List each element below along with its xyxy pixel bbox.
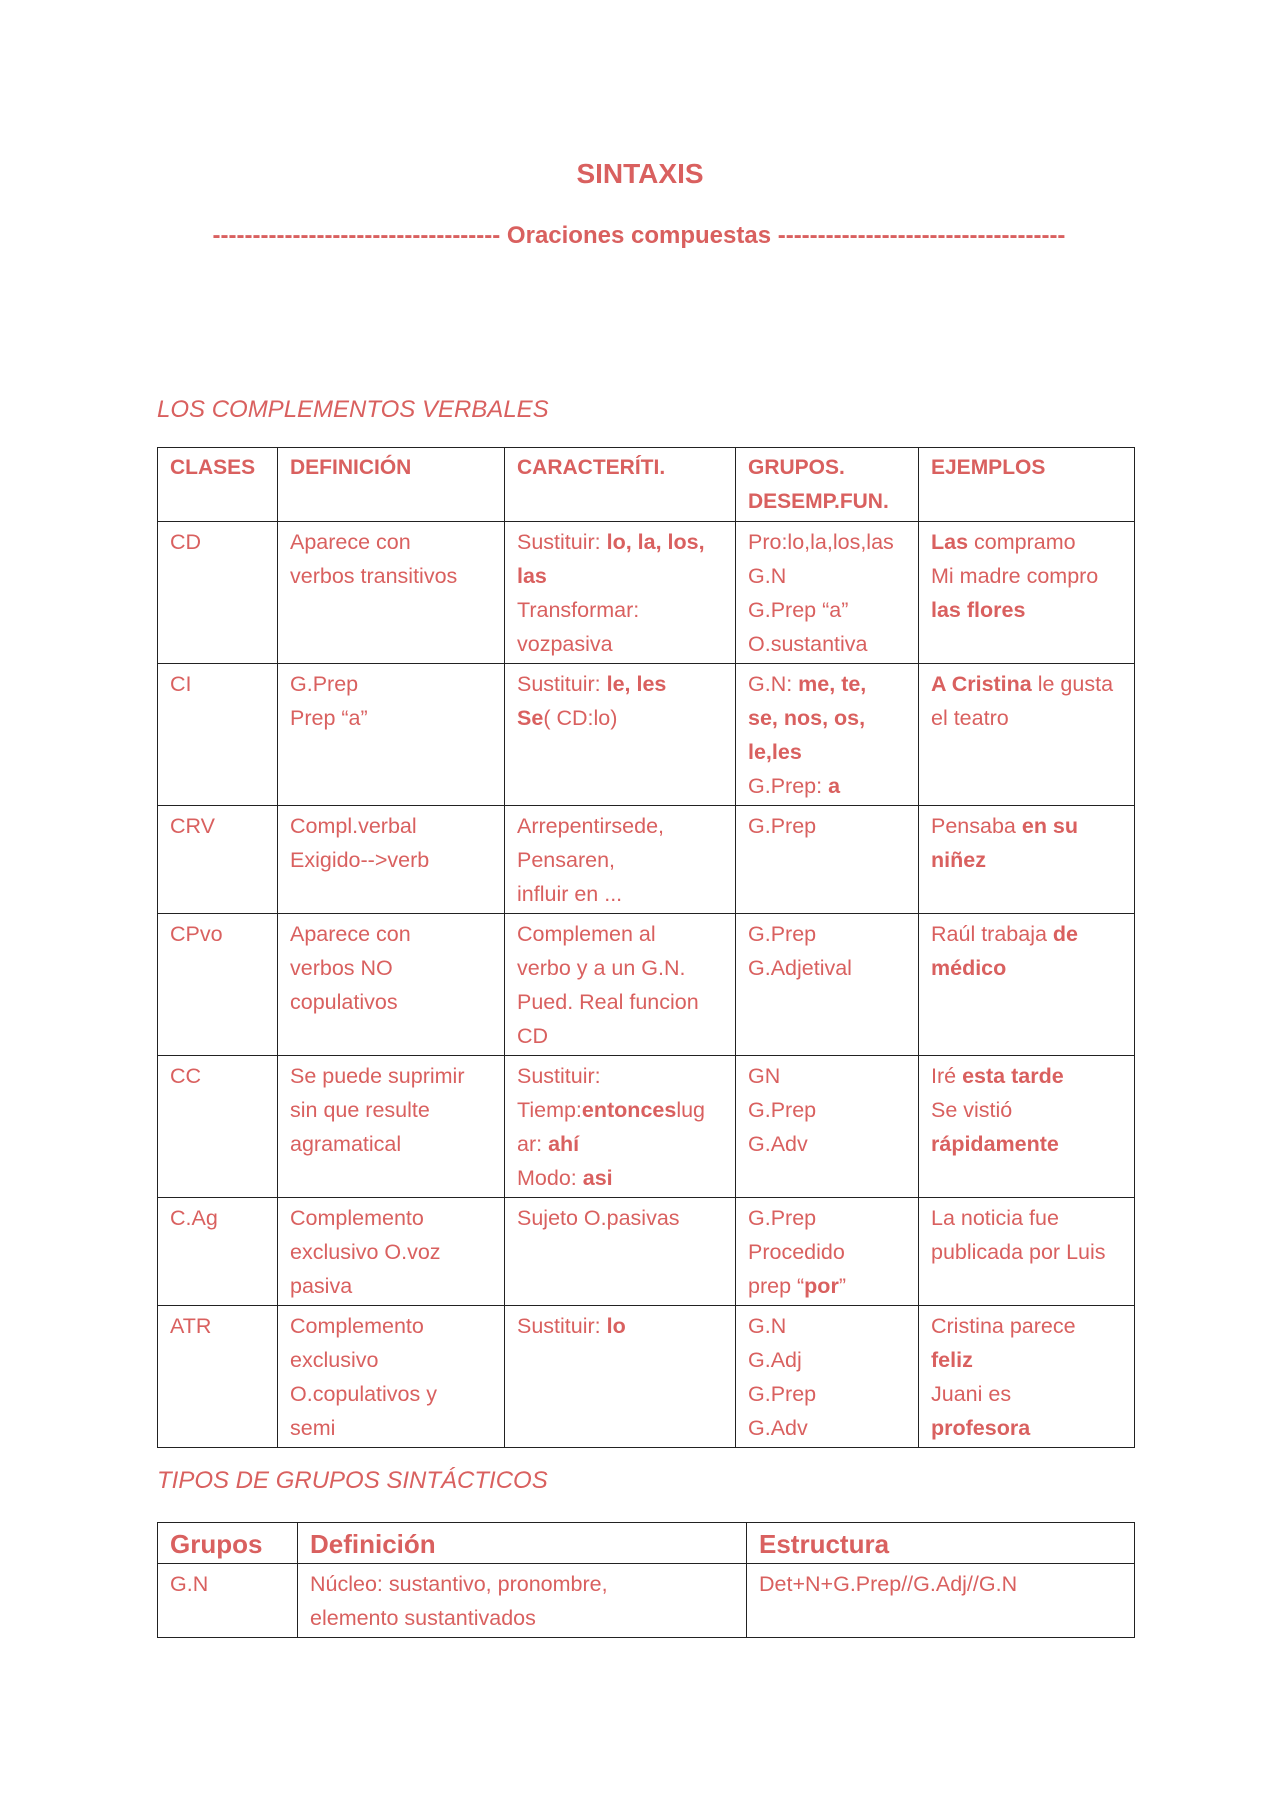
text: G.N:	[748, 672, 799, 696]
grupos-line	[748, 735, 906, 769]
text: G.Adj	[748, 1348, 802, 1372]
grupos-cell	[736, 1056, 919, 1198]
text: Pensaba	[931, 814, 1022, 838]
header-grupos: Grupos	[158, 1523, 298, 1564]
ejemplos-cell	[919, 664, 1135, 806]
ejemplos-cell	[919, 1056, 1135, 1198]
bold-text: asi	[582, 1166, 613, 1190]
caracteristicas-line	[517, 1309, 723, 1343]
section-heading-grupos: TIPOS DE GRUPOS SINTÁCTICOS	[157, 1467, 548, 1494]
caracteristicas-cell	[505, 806, 736, 914]
text: La noticia fue	[931, 1206, 1059, 1230]
caracteristicas-line	[517, 525, 723, 559]
text: vozpasiva	[517, 632, 613, 656]
grupos-line	[748, 701, 906, 735]
bold-text: esta tarde	[962, 1064, 1064, 1088]
table-row	[158, 1198, 1135, 1306]
bold-text: lo, la, los,	[606, 530, 705, 554]
definicion-cell	[278, 664, 505, 806]
estructura-cell: Det+N+G.Prep//G.Adj//G.N	[747, 1564, 1135, 1638]
definicion-line: Complemento	[290, 1206, 424, 1230]
caracteristicas-line	[517, 1059, 723, 1093]
bold-text: las	[517, 564, 547, 588]
section-heading-complementos: LOS COMPLEMENTOS VERBALES	[157, 396, 549, 423]
ejemplos-line	[931, 593, 1122, 627]
clase-cell: CD	[158, 522, 278, 664]
grupos-line	[748, 1377, 906, 1411]
definicion-line: O.copulativos y	[290, 1382, 437, 1406]
header-definicion: Definición	[298, 1523, 747, 1564]
complementos-table-body	[158, 522, 1135, 1448]
caracteristicas-line	[517, 1019, 723, 1053]
ejemplos-line	[931, 1309, 1122, 1343]
bold-text: rápidamente	[931, 1132, 1059, 1156]
caracteristicas-line	[517, 951, 723, 985]
caracteristicas-line	[517, 917, 723, 951]
caracteristicas-line	[517, 877, 723, 911]
bold-text: profesora	[931, 1416, 1031, 1440]
text: Transformar:	[517, 598, 640, 622]
text: O.sustantiva	[748, 632, 868, 656]
grupos-line	[748, 1235, 906, 1269]
text: Pensaren,	[517, 848, 616, 872]
text: influir en ...	[517, 882, 623, 906]
grupos-cell	[736, 522, 919, 664]
caracteristicas-line	[517, 809, 723, 843]
ejemplos-cell	[919, 522, 1135, 664]
text: Tiemp:	[517, 1098, 582, 1122]
grupos-line	[748, 769, 906, 803]
text: G.Prep	[748, 1098, 817, 1122]
text: ”	[838, 1274, 846, 1298]
grupos-line	[748, 809, 906, 843]
grupos-cell	[736, 664, 919, 806]
table-row	[158, 806, 1135, 914]
grupos-cell	[736, 806, 919, 914]
ejemplos-line	[931, 701, 1122, 735]
definicion-line: agramatical	[290, 1132, 402, 1156]
header-clases: CLASES	[158, 448, 278, 522]
text: G.Prep:	[748, 774, 829, 798]
bold-text: de	[1052, 922, 1078, 946]
grupos-line	[748, 627, 906, 661]
bold-text: ahí	[548, 1132, 580, 1156]
caracteristicas-cell	[505, 1306, 736, 1448]
text: Modo:	[517, 1166, 583, 1190]
caracteristicas-line	[517, 1127, 723, 1161]
caracteristicas-line	[517, 701, 723, 735]
text: Cristina parece	[931, 1314, 1076, 1338]
text: Arrepentirsede,	[517, 814, 664, 838]
text: G.N	[748, 564, 787, 588]
grupos-line	[748, 1059, 906, 1093]
grupos-table-body	[158, 1564, 1135, 1638]
table-row	[158, 1056, 1135, 1198]
caracteristicas-cell	[505, 1198, 736, 1306]
ejemplos-line	[931, 667, 1122, 701]
header-grupos: GRUPOS. DESEMP.FUN.	[736, 448, 919, 522]
table-row	[158, 664, 1135, 806]
text: Complemen al	[517, 922, 656, 946]
grupos-line	[748, 593, 906, 627]
text: Sustituir:	[517, 1064, 601, 1088]
bold-text: las flores	[931, 598, 1026, 622]
grupos-line	[748, 1093, 906, 1127]
bold-text: lo	[606, 1314, 626, 1338]
ejemplos-line	[931, 525, 1122, 559]
clase-cell: CPvo	[158, 914, 278, 1056]
caracteristicas-cell	[505, 664, 736, 806]
ejemplos-line	[931, 1059, 1122, 1093]
bold-text: A Cristina	[931, 672, 1032, 696]
definicion-cell	[298, 1564, 747, 1638]
text: G.Prep	[748, 922, 817, 946]
table-header-row	[158, 1523, 1135, 1564]
text: G.Adv	[748, 1132, 808, 1156]
ejemplos-line	[931, 559, 1122, 593]
definicion-line: exclusivo	[290, 1348, 379, 1372]
grupos-line	[748, 525, 906, 559]
text: Raúl trabaja	[931, 922, 1053, 946]
ejemplos-line	[931, 1235, 1122, 1269]
definicion-line: exclusivo O.voz	[290, 1240, 441, 1264]
caracteristicas-line	[517, 1161, 723, 1195]
caracteristicas-line	[517, 559, 723, 593]
definicion-cell	[278, 522, 505, 664]
definicion-line: Núcleo: sustantivo, pronombre,	[310, 1572, 608, 1596]
text: verbo y a un G.N.	[517, 956, 686, 980]
bold-text: en su	[1021, 814, 1079, 838]
text: G.Prep	[748, 1382, 817, 1406]
definicion-line: Se puede suprimir	[290, 1064, 465, 1088]
clase-cell: C.Ag	[158, 1198, 278, 1306]
grupo-cell: G.N	[158, 1564, 298, 1638]
text: el teatro	[931, 706, 1009, 730]
caracteristicas-line	[517, 985, 723, 1019]
grupos-line	[748, 951, 906, 985]
grupos-cell	[736, 914, 919, 1056]
definicion-line: Compl.verbal	[290, 814, 417, 838]
definicion-cell	[278, 1306, 505, 1448]
table-row	[158, 1564, 1135, 1638]
ejemplos-line	[931, 1377, 1122, 1411]
text: Sustituir:	[517, 1314, 607, 1338]
bold-text: entonces	[581, 1098, 677, 1122]
text: Sustituir:	[517, 530, 607, 554]
text: ( CD:lo)	[543, 706, 618, 730]
table-row	[158, 1306, 1135, 1448]
text: le gusta	[1031, 672, 1114, 696]
header-estructura: Estructura	[747, 1523, 1135, 1564]
clase-cell: CC	[158, 1056, 278, 1198]
table-row	[158, 914, 1135, 1056]
definicion-cell	[278, 914, 505, 1056]
ejemplos-line	[931, 951, 1122, 985]
grupos-line	[748, 559, 906, 593]
ejemplos-cell	[919, 806, 1135, 914]
caracteristicas-cell	[505, 1056, 736, 1198]
caracteristicas-line	[517, 1093, 723, 1127]
bold-text: me, te,	[798, 672, 867, 696]
definicion-line: copulativos	[290, 990, 398, 1014]
bold-text: feliz	[931, 1348, 973, 1372]
table-row	[158, 522, 1135, 664]
clase-cell: ATR	[158, 1306, 278, 1448]
definicion-line: sin que resulte	[290, 1098, 430, 1122]
ejemplos-cell	[919, 1306, 1135, 1448]
definicion-line: semi	[290, 1416, 336, 1440]
grupos-line	[748, 1343, 906, 1377]
bold-text: médico	[931, 956, 1007, 980]
text: G.Adjetival	[748, 956, 852, 980]
text: G.Prep “a”	[748, 598, 849, 622]
grupos-line	[748, 1309, 906, 1343]
grupos-line	[748, 1127, 906, 1161]
text: Mi madre compro	[931, 564, 1099, 588]
bold-text: le,les	[748, 740, 802, 764]
grupos-cell	[736, 1198, 919, 1306]
header-caracteristicas: CARACTERÍTI.	[505, 448, 736, 522]
ejemplos-line	[931, 1201, 1122, 1235]
text: Iré	[931, 1064, 963, 1088]
text: G.Adv	[748, 1416, 808, 1440]
definicion-cell	[278, 1056, 505, 1198]
caracteristicas-cell	[505, 522, 736, 664]
grupos-line	[748, 667, 906, 701]
ejemplos-line	[931, 843, 1122, 877]
text: GN	[748, 1064, 781, 1088]
bold-text: se, nos, os,	[748, 706, 866, 730]
ejemplos-line	[931, 809, 1122, 843]
grupos-cell	[736, 1306, 919, 1448]
grupos-table	[157, 1522, 1135, 1638]
definicion-line: Aparece con	[290, 922, 411, 946]
definicion-cell	[278, 1198, 505, 1306]
bold-text: le, les	[606, 672, 667, 696]
ejemplos-cell	[919, 914, 1135, 1056]
definicion-line: G.Prep	[290, 672, 359, 696]
text: Pro:lo,la,los,las	[748, 530, 894, 554]
caracteristicas-line	[517, 627, 723, 661]
text: CD	[517, 1024, 549, 1048]
caracteristicas-line	[517, 843, 723, 877]
grupos-line	[748, 1411, 906, 1445]
definicion-line: Exigido-->verb	[290, 848, 430, 872]
text: compramo	[968, 530, 1076, 554]
text: Sujeto O.pasivas	[517, 1206, 680, 1230]
ejemplos-line	[931, 1343, 1122, 1377]
clase-cell: CI	[158, 664, 278, 806]
clase-cell: CRV	[158, 806, 278, 914]
caracteristicas-line	[517, 593, 723, 627]
text: ar:	[517, 1132, 549, 1156]
definicion-line: Aparece con	[290, 530, 411, 554]
grupos-line	[748, 1269, 906, 1303]
page-subtitle: ------------------------------------ Oraciones compuestas ------------------------------------	[212, 222, 1066, 249]
table-header-row	[158, 448, 1135, 522]
definicion-line: verbos NO	[290, 956, 393, 980]
header-ejemplos: EJEMPLOS	[919, 448, 1135, 522]
definicion-line: verbos transitivos	[290, 564, 458, 588]
text: publicada por Luis	[931, 1240, 1106, 1264]
bold-text: niñez	[931, 848, 986, 872]
text: prep “	[748, 1274, 805, 1298]
ejemplos-line	[931, 1127, 1122, 1161]
definicion-line: pasiva	[290, 1274, 353, 1298]
text: Pued. Real funcion	[517, 990, 699, 1014]
bold-text: Se	[517, 706, 544, 730]
ejemplos-line	[931, 917, 1122, 951]
caracteristicas-line	[517, 1201, 723, 1235]
bold-text: a	[828, 774, 841, 798]
bold-text: Las	[931, 530, 969, 554]
ejemplos-line	[931, 1411, 1122, 1445]
text: Juani es	[931, 1382, 1012, 1406]
page-title: SINTAXIS	[576, 158, 704, 189]
text: Se vistió	[931, 1098, 1013, 1122]
text: G.Prep	[748, 1206, 817, 1230]
caracteristicas-cell	[505, 914, 736, 1056]
complementos-table	[157, 447, 1135, 1448]
caracteristicas-line	[517, 667, 723, 701]
text: G.Prep	[748, 814, 817, 838]
text: G.N	[748, 1314, 787, 1338]
text: Procedido	[748, 1240, 845, 1264]
grupos-line	[748, 917, 906, 951]
header-definicion: DEFINICIÓN	[278, 448, 505, 522]
definicion-cell	[278, 806, 505, 914]
definicion-line: Prep “a”	[290, 706, 368, 730]
ejemplos-cell	[919, 1198, 1135, 1306]
text: Sustituir:	[517, 672, 607, 696]
definicion-line: elemento sustantivados	[310, 1606, 536, 1630]
grupos-line	[748, 1201, 906, 1235]
definicion-line: Complemento	[290, 1314, 424, 1338]
text: lug	[676, 1098, 706, 1122]
ejemplos-line	[931, 1093, 1122, 1127]
bold-text: por	[804, 1274, 839, 1298]
